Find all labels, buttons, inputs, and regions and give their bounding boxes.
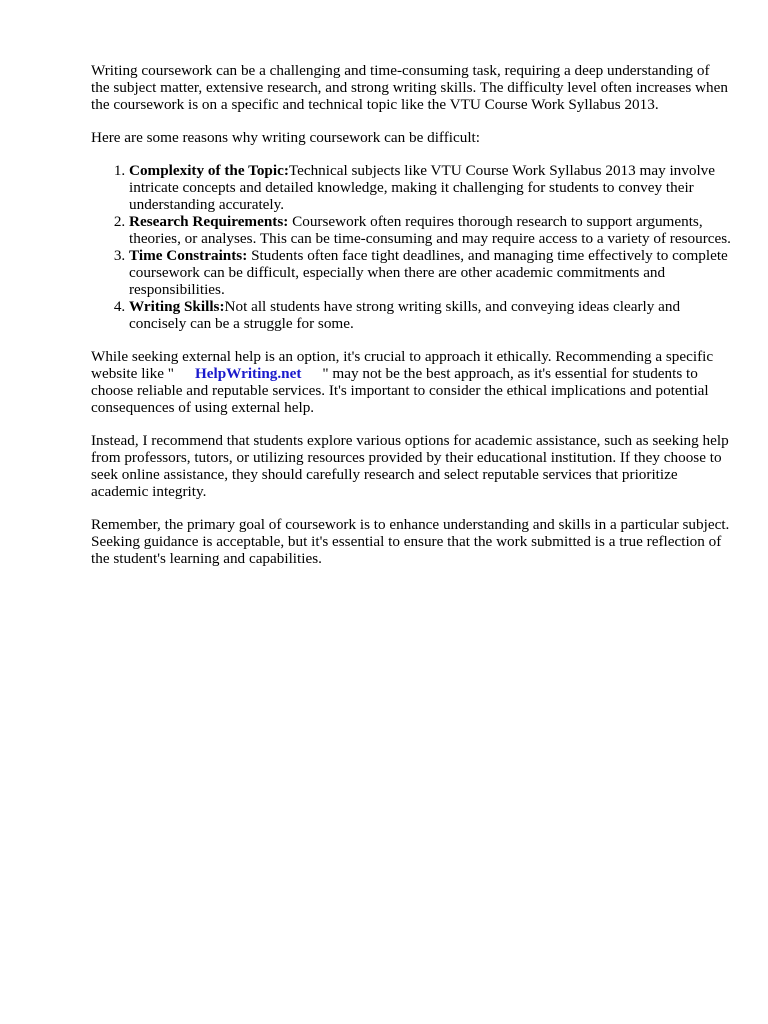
reason-text: Students often face tight deadlines, and managing time effectively to complete coursework can be difficult, especially when there are other academic commitments and responsibilities. [129,247,728,298]
conclusion-paragraph: Remember, the primary goal of coursework is to enhance understanding and skills in a particular subject. Seeking guidance is acceptable, but it's essential to ensure that the work submitted is a true reflection of the student's learning and capabilities. [91,516,730,567]
external-help-before: While seeking external help is an option, it's crucial to approach it ethically. Recommending a specific website like " [91,348,714,382]
intro-paragraph: Writing coursework can be a challenging and time-consuming task, requiring a deep understanding of the subject matter, extensive research, and strong writing skills. The difficulty level often increases when the coursework is on a specific and technical topic like the VTU Course Work Syllabus 2013. [91,62,728,113]
recommendation-paragraph: Instead, I recommend that students explore various options for academic assistance, such as seeking help from professors, tutors, or utilizing resources provided by their educational institution. If they choose to seek online assistance, they should carefully research and select reputable services that prioritize academic integrity. [91,432,729,500]
external-help-paragraph [91,348,731,416]
reason-text: Coursework often requires thorough research to support arguments, theories, or analyses. This can be time-consuming and may require access to a variety of resources. [129,213,731,247]
document-page [91,62,731,583]
helpwriting-link[interactable]: HelpWriting.net [194,365,302,382]
list-item [129,213,731,247]
list-item [129,298,731,332]
reason-term: Research Requirements: [129,213,289,230]
reason-text: Not all students have strong writing skills, and conveying ideas clearly and concisely can be a struggle for some. [129,298,681,332]
reason-term: Complexity of the Topic: [129,162,289,179]
reason-text: Technical subjects like VTU Course Work Syllabus 2013 may involve intricate concepts and detailed knowledge, making it challenging for students to convey their understanding accurately. [129,162,716,213]
list-item [129,247,731,298]
external-help-after: " may not be the best approach, as it's essential for students to choose reliable and reputable services. It's important to consider the ethical implications and potential consequences of using external help. [91,365,709,416]
list-item [129,162,731,213]
reason-term: Writing Skills: [129,298,225,315]
reason-term: Time Constraints: [129,247,248,264]
reasons-list [91,162,731,332]
reasons-heading: Here are some reasons why writing coursework can be difficult: [91,129,480,146]
